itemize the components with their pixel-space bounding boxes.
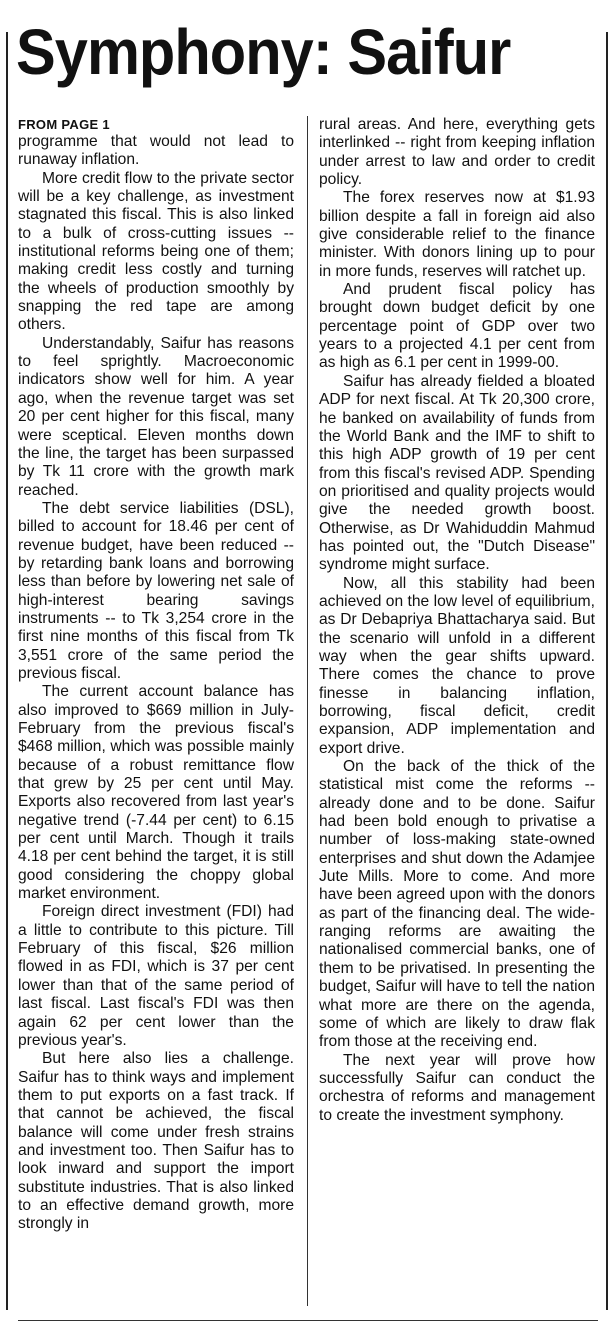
paragraph: Foreign direct investment (FDI) had a little to contribute to this picture. Till February of this fiscal, $26 million flowed in as FDI, which is 37 per cent lower than that of the same period of last fiscal. Last fiscal's FDI was then again 62 per cent lower than the previous year's. [18, 903, 294, 1049]
paragraph: programme that would not lead to runaway inflation. [18, 133, 294, 169]
paragraph: Now, all this stability had been achieved on the low level of equilibrium, as Dr Debapriya Bhattacharya said. But the scenario will unfold in a different way when the gear shifts upward. There comes the chance to prove finesse in balancing inflation, borrowing, fiscal deficit, credit expansion, ADP implementation and export drive. [319, 574, 595, 757]
paragraph: Saifur has already fielded a bloated ADP for next fiscal. At Tk 20,300 crore, he banked on availability of funds from the World Bank and the IMF to shift to this high ADP growth of 19 per cent from this fiscal's revised ADP. Spending on prioritised and quality projects would give the needed growth boost. Otherwise, as Dr Wahiduddin Mahmud has pointed out, the "Dutch Disease" syndrome might surface. [319, 372, 595, 574]
right-border-rule [606, 32, 608, 1310]
article-column-left [18, 116, 294, 1234]
left-border-rule [6, 32, 8, 1310]
paragraph: On the back of the thick of the statistical mist come the reforms -- already done and to be done. Saifur had been bold enough to privatise a number of loss-making state-owned enterprises and shut down the Adamjee Jute Mills. More to come. And more have been agreed upon with the donors as part of the financing deal. The wide-ranging reforms are awaiting the nationalised commercial banks, one of them to be privatised. In presenting the budget, Saifur will have to tell the nation what more are there on the agenda, some of which are likely to draw flak from those at the receiving end. [319, 758, 595, 1051]
paragraph: rural areas. And here, everything gets interlinked -- right from keeping inflation under arrest to law and order to credit policy. [319, 116, 595, 189]
paragraph: The forex reserves now at $1.93 billion despite a fall in foreign aid also give considerable relief to the finance minister. With donors lining up to pour in more funds, reserves will ratchet up. [319, 189, 595, 280]
paragraph: More credit flow to the private sector will be a key challenge, as investment stagnated this fiscal. This is also linked to a bulk of cross-cutting issues -- institutional reforms being one of them; making credit less costly and turning the wheels of production smoothly by snapping the red tape are among others. [18, 169, 294, 334]
article-column-right [319, 116, 595, 1125]
paragraph: Understandably, Saifur has reasons to feel sprightly. Macroeconomic indicators show well for him. A year ago, when the revenue target was set 20 per cent higher for this fiscal, many were sceptical. Eleven months down the line, the target has been surpassed by Tk 11 crore with the growth mark reached. [18, 334, 294, 499]
column-divider [307, 116, 308, 1306]
paragraph: The current account balance has also improved to $669 million in July-February from the previous fiscal's $468 million, which was possible mainly because of a robust remittance flow that grew by 25 per cent until May. Exports also recovered from last year's negative trend (-7.44 per cent) to 6.15 per cent until March. Though it trails 4.18 per cent behind the target, it is still good considering the choppy global market environment. [18, 683, 294, 903]
paragraph: And prudent fiscal policy has brought down budget deficit by one percentage point of GDP over two years to a projected 4.1 per cent from as high as 6.1 per cent in 1999-00. [319, 281, 595, 372]
article-headline: Symphony: Saifur [16, 16, 511, 88]
paragraph: But here also lies a challenge. Saifur has to think ways and implement them to put exports on a fast track. If that cannot be achieved, the fiscal balance will come under fresh strains and investment too. Then Saifur has to look inward and support the import substitute industries. That is also linked to an effective demand growth, more strongly in [18, 1050, 294, 1233]
jump-label: FROM PAGE 1 [18, 117, 110, 132]
bottom-border-rule [18, 1320, 598, 1321]
paragraph: The debt service liabilities (DSL), billed to account for 18.46 per cent of revenue budget, have been reduced -- by retarding bank loans and borrowing less than before by lowering net sale of high-interest bearing savings instruments -- to Tk 3,254 crore in the first nine months of this fiscal from Tk 3,551 crore of the same period the previous fiscal. [18, 499, 294, 682]
paragraph: The next year will prove how successfully Saifur can conduct the orchestra of reforms and management to create the investment symphony. [319, 1051, 595, 1124]
